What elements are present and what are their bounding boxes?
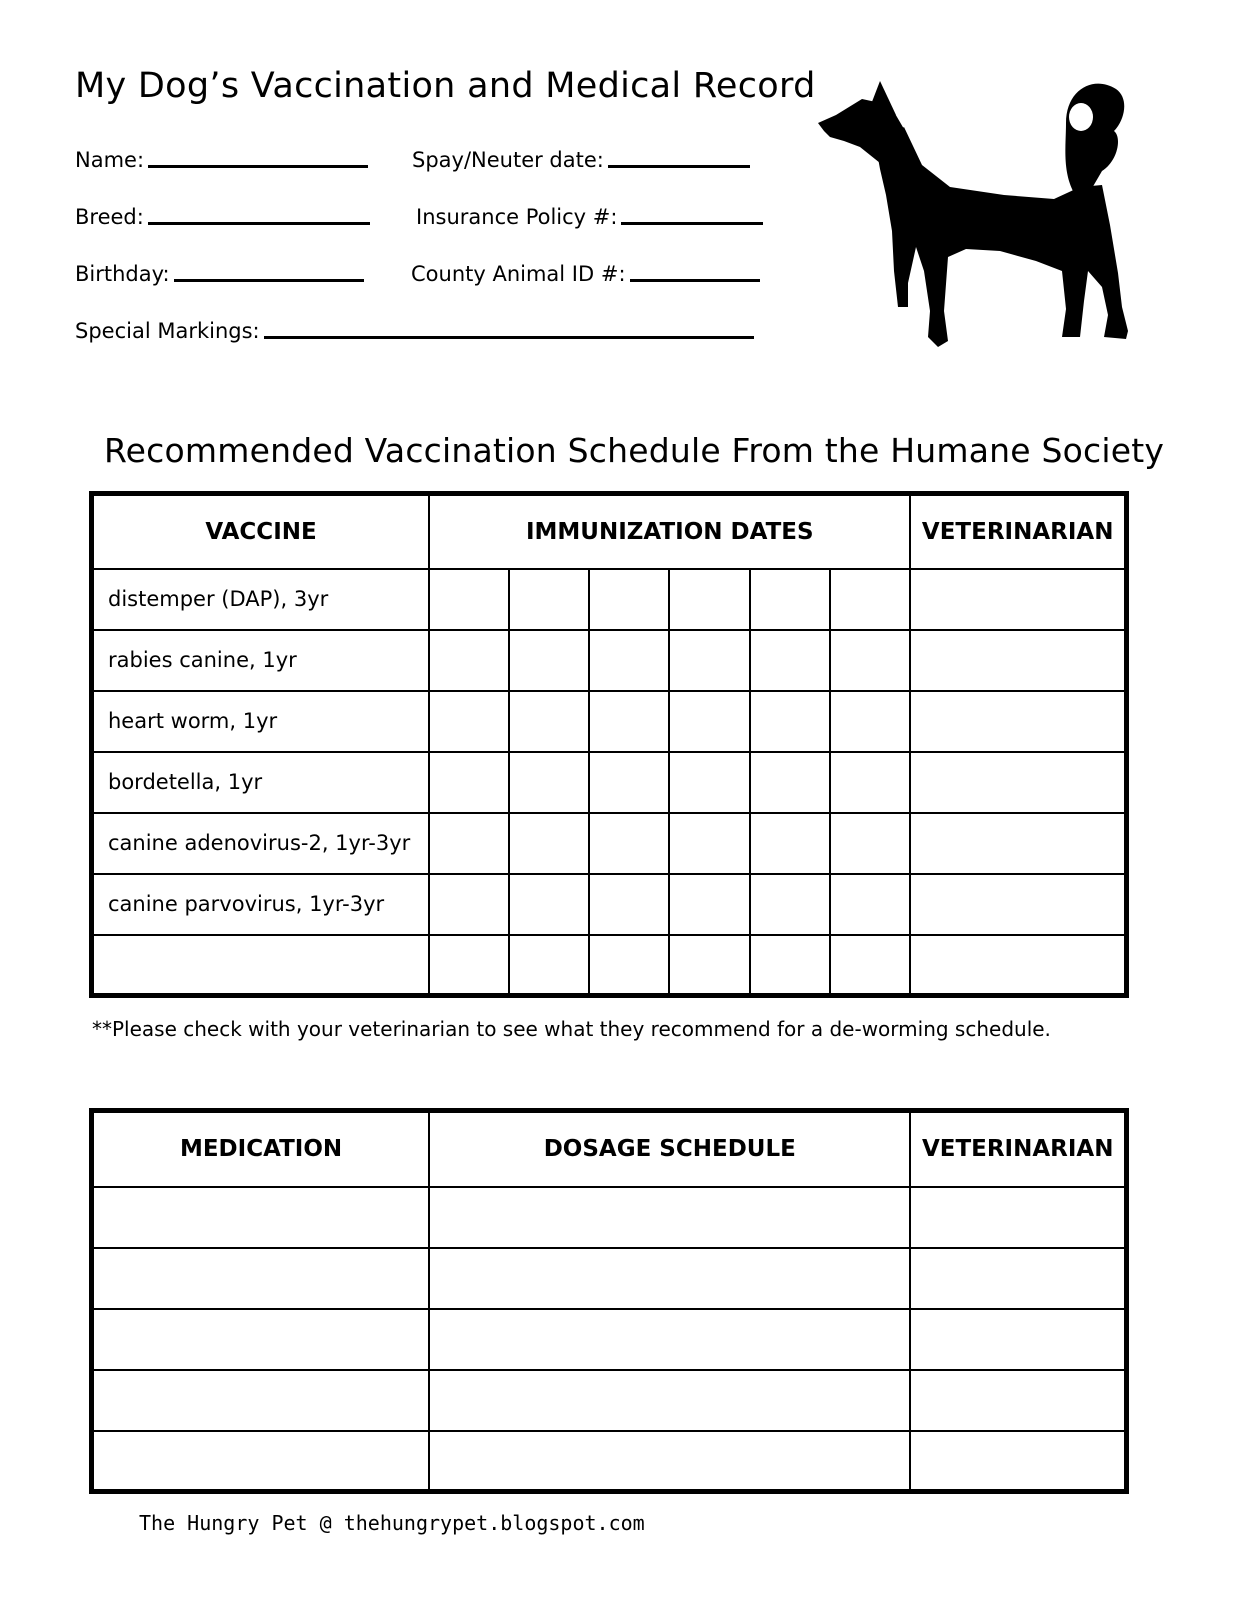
vaccination-row bbox=[92, 630, 1127, 691]
immunization-date-cell[interactable] bbox=[750, 630, 830, 691]
medication-veterinarian-cell[interactable] bbox=[910, 1309, 1126, 1370]
immunization-date-cell[interactable] bbox=[429, 569, 509, 630]
county-id-field bbox=[411, 262, 760, 286]
vaccine-name-cell: canine parvovirus, 1yr-3yr bbox=[92, 874, 430, 935]
medication-cell[interactable] bbox=[92, 1248, 430, 1309]
immunization-date-cell[interactable] bbox=[750, 935, 830, 996]
spay-neuter-input-line[interactable] bbox=[608, 165, 750, 168]
immunization-date-cell[interactable] bbox=[429, 813, 509, 874]
immunization-date-cell[interactable] bbox=[509, 813, 588, 874]
vaccine-name-cell: distemper (DAP), 3yr bbox=[92, 569, 430, 630]
immunization-date-cell[interactable] bbox=[669, 935, 749, 996]
vaccination-row bbox=[92, 569, 1127, 630]
spay-neuter-field bbox=[412, 148, 750, 172]
dosage-schedule-cell[interactable] bbox=[429, 1431, 910, 1492]
immunization-date-cell[interactable] bbox=[830, 935, 910, 996]
vaccination-header-row bbox=[92, 494, 1127, 569]
page-title: My Dog’s Vaccination and Medical Record bbox=[75, 66, 816, 106]
medication-veterinarian-cell[interactable] bbox=[910, 1248, 1126, 1309]
immunization-date-cell[interactable] bbox=[429, 630, 509, 691]
immunization-date-cell[interactable] bbox=[429, 935, 509, 996]
immunization-dates-header: IMMUNIZATION DATES bbox=[429, 494, 910, 569]
immunization-date-cell[interactable] bbox=[750, 752, 830, 813]
immunization-date-cell[interactable] bbox=[669, 813, 749, 874]
deworming-note: **Please check with your veterinarian to see what they recommend for a de-worming schedule. bbox=[92, 1017, 1051, 1041]
medication-veterinarian-cell[interactable] bbox=[910, 1431, 1126, 1492]
medication-cell[interactable] bbox=[92, 1187, 430, 1248]
vaccination-row bbox=[92, 935, 1127, 996]
immunization-date-cell[interactable] bbox=[669, 630, 749, 691]
immunization-date-cell[interactable] bbox=[509, 752, 588, 813]
medication-cell[interactable] bbox=[92, 1309, 430, 1370]
vaccine-name-cell: bordetella, 1yr bbox=[92, 752, 430, 813]
insurance-field bbox=[416, 205, 763, 229]
vaccination-row bbox=[92, 874, 1127, 935]
immunization-date-cell[interactable] bbox=[509, 569, 588, 630]
county-id-input-line[interactable] bbox=[630, 279, 760, 282]
immunization-date-cell[interactable] bbox=[589, 691, 669, 752]
immunization-date-cell[interactable] bbox=[509, 691, 588, 752]
immunization-date-cell[interactable] bbox=[589, 813, 669, 874]
medication-header: MEDICATION bbox=[92, 1111, 430, 1187]
dosage-schedule-cell[interactable] bbox=[429, 1309, 910, 1370]
dog-silhouette-icon bbox=[818, 75, 1138, 353]
vaccine-name-cell: canine adenovirus-2, 1yr-3yr bbox=[92, 813, 430, 874]
vaccine-name-cell: rabies canine, 1yr bbox=[92, 630, 430, 691]
immunization-date-cell[interactable] bbox=[830, 874, 910, 935]
medication-row bbox=[92, 1187, 1127, 1248]
insurance-input-line[interactable] bbox=[621, 222, 763, 225]
immunization-date-cell[interactable] bbox=[830, 752, 910, 813]
vaccine-name-cell: heart worm, 1yr bbox=[92, 691, 430, 752]
immunization-date-cell[interactable] bbox=[669, 752, 749, 813]
immunization-date-cell[interactable] bbox=[589, 935, 669, 996]
immunization-date-cell[interactable] bbox=[589, 630, 669, 691]
dosage-schedule-cell[interactable] bbox=[429, 1248, 910, 1309]
veterinarian-cell[interactable] bbox=[910, 752, 1126, 813]
veterinarian-cell[interactable] bbox=[910, 874, 1126, 935]
immunization-date-cell[interactable] bbox=[429, 874, 509, 935]
immunization-date-cell[interactable] bbox=[509, 874, 588, 935]
insurance-label: Insurance Policy #: bbox=[416, 205, 618, 229]
vaccination-heading: Recommended Vaccination Schedule From the Humane Society bbox=[104, 431, 1165, 470]
medication-cell[interactable] bbox=[92, 1370, 430, 1431]
immunization-date-cell[interactable] bbox=[589, 569, 669, 630]
medication-header-row bbox=[92, 1111, 1127, 1187]
county-id-label: County Animal ID #: bbox=[411, 262, 626, 286]
medication-cell[interactable] bbox=[92, 1431, 430, 1492]
breed-field bbox=[75, 205, 370, 229]
veterinarian-cell[interactable] bbox=[910, 569, 1126, 630]
veterinarian-cell[interactable] bbox=[910, 813, 1126, 874]
immunization-date-cell[interactable] bbox=[830, 813, 910, 874]
immunization-date-cell[interactable] bbox=[830, 691, 910, 752]
medication-row bbox=[92, 1248, 1127, 1309]
name-field bbox=[75, 148, 368, 172]
birthday-label: Birthday: bbox=[75, 262, 170, 286]
medication-veterinarian-cell[interactable] bbox=[910, 1187, 1126, 1248]
immunization-date-cell[interactable] bbox=[429, 752, 509, 813]
immunization-date-cell[interactable] bbox=[509, 630, 588, 691]
breed-input-line[interactable] bbox=[148, 222, 370, 225]
vaccine-header: VACCINE bbox=[92, 494, 430, 569]
medication-row bbox=[92, 1309, 1127, 1370]
vaccination-table bbox=[89, 491, 1129, 998]
birthday-field bbox=[75, 262, 364, 286]
veterinarian-cell[interactable] bbox=[910, 630, 1126, 691]
veterinarian-header: VETERINARIAN bbox=[910, 494, 1126, 569]
immunization-date-cell[interactable] bbox=[669, 569, 749, 630]
dosage-schedule-header: DOSAGE SCHEDULE bbox=[429, 1111, 910, 1187]
special-markings-input-line[interactable] bbox=[264, 336, 754, 339]
immunization-date-cell[interactable] bbox=[589, 874, 669, 935]
vaccine-name-cell bbox=[92, 935, 430, 996]
medication-row bbox=[92, 1370, 1127, 1431]
dosage-schedule-cell[interactable] bbox=[429, 1370, 910, 1431]
medication-table bbox=[89, 1108, 1129, 1494]
immunization-date-cell[interactable] bbox=[750, 691, 830, 752]
special-markings-label: Special Markings: bbox=[75, 319, 260, 343]
medication-row bbox=[92, 1431, 1127, 1492]
veterinarian-cell[interactable] bbox=[910, 691, 1126, 752]
vaccination-row bbox=[92, 813, 1127, 874]
name-input-line[interactable] bbox=[148, 165, 368, 168]
name-label: Name: bbox=[75, 148, 145, 172]
vaccination-row bbox=[92, 752, 1127, 813]
spay-neuter-label: Spay/Neuter date: bbox=[412, 148, 604, 172]
vaccination-row bbox=[92, 691, 1127, 752]
special-markings-field bbox=[75, 319, 754, 343]
immunization-date-cell[interactable] bbox=[509, 935, 588, 996]
immunization-date-cell[interactable] bbox=[830, 630, 910, 691]
medication-veterinarian-header: VETERINARIAN bbox=[910, 1111, 1126, 1187]
immunization-date-cell[interactable] bbox=[669, 874, 749, 935]
breed-label: Breed: bbox=[75, 205, 144, 229]
veterinarian-cell[interactable] bbox=[910, 935, 1126, 996]
immunization-date-cell[interactable] bbox=[750, 813, 830, 874]
immunization-date-cell[interactable] bbox=[589, 752, 669, 813]
footer-credit: The Hungry Pet @ thehungrypet.blogspot.com bbox=[139, 1511, 645, 1535]
medication-body bbox=[92, 1187, 1127, 1492]
immunization-date-cell[interactable] bbox=[750, 874, 830, 935]
immunization-date-cell[interactable] bbox=[830, 569, 910, 630]
vaccination-body bbox=[92, 569, 1127, 996]
birthday-input-line[interactable] bbox=[174, 279, 364, 282]
medication-veterinarian-cell[interactable] bbox=[910, 1370, 1126, 1431]
dosage-schedule-cell[interactable] bbox=[429, 1187, 910, 1248]
immunization-date-cell[interactable] bbox=[669, 691, 749, 752]
immunization-date-cell[interactable] bbox=[429, 691, 509, 752]
immunization-date-cell[interactable] bbox=[750, 569, 830, 630]
